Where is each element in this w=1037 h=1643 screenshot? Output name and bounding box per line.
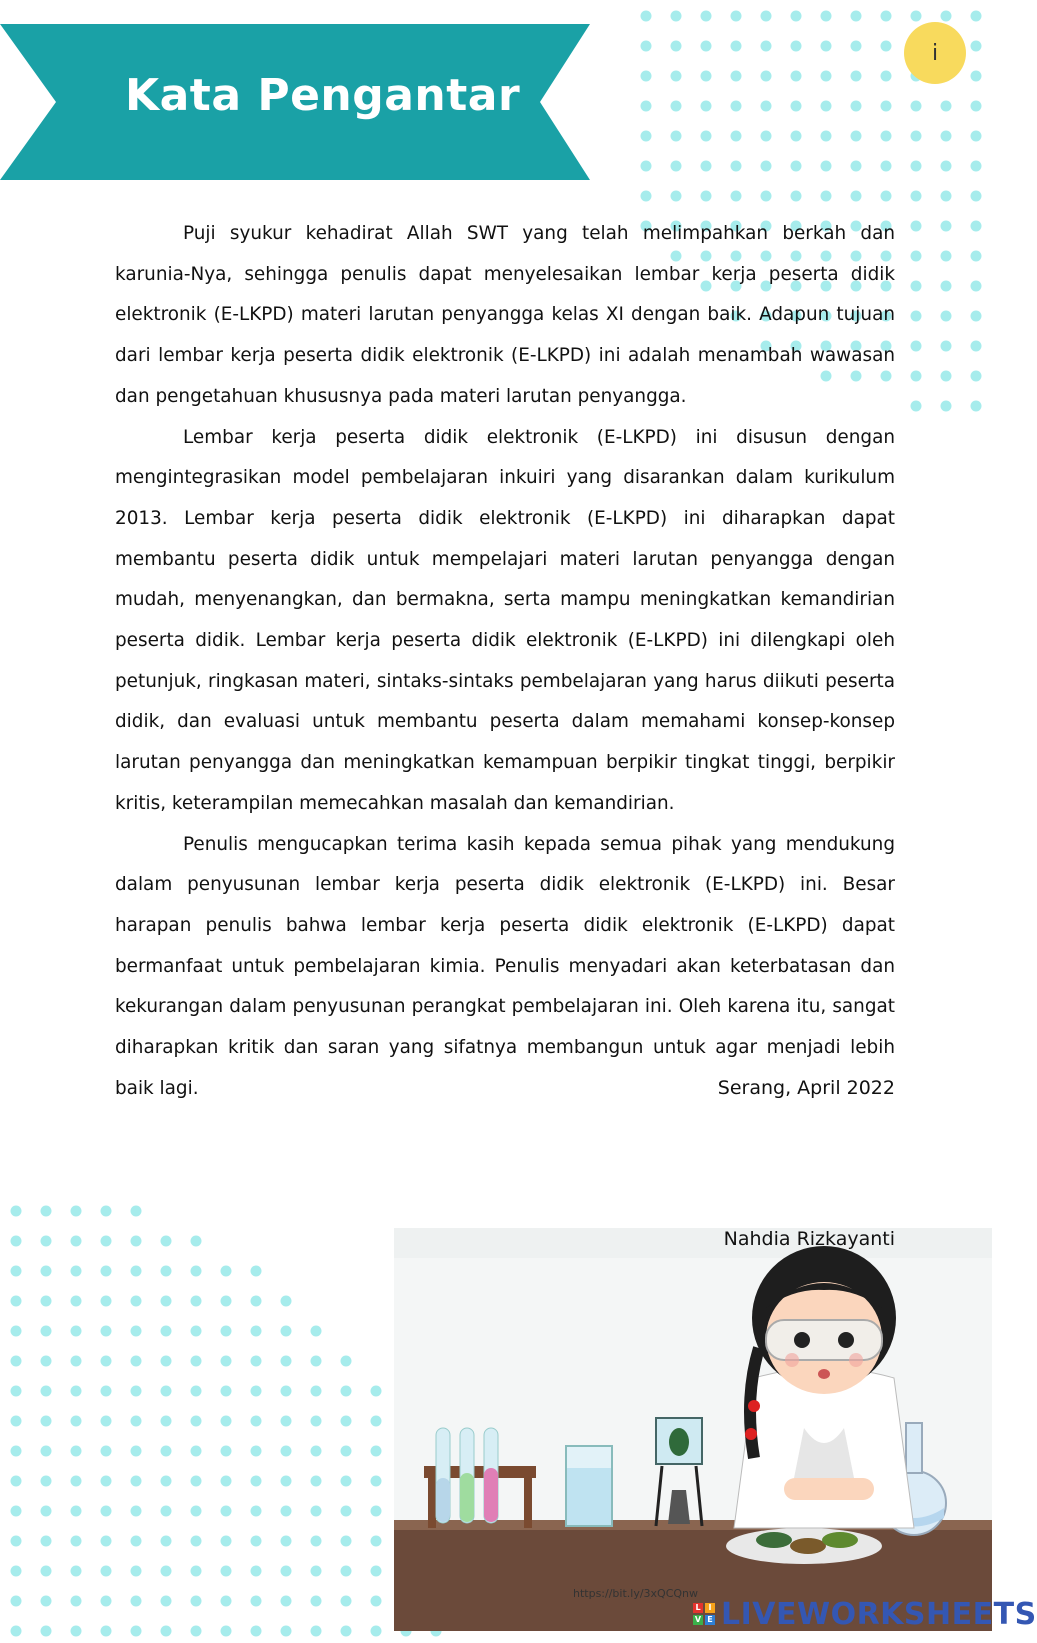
decorative-dot [671, 191, 682, 202]
decorative-dot [971, 311, 982, 322]
decorative-dot [101, 1326, 112, 1337]
decorative-dot [251, 1266, 262, 1277]
decorative-dot [761, 131, 772, 142]
liveworksheets-logo-squares [693, 1603, 715, 1625]
decorative-dot [701, 41, 712, 52]
decorative-dot [971, 371, 982, 382]
decorative-dot [191, 1536, 202, 1547]
decorative-dot [941, 251, 952, 262]
decorative-dot [131, 1326, 142, 1337]
logo-square-e: E [705, 1615, 715, 1625]
decorative-dot [251, 1536, 262, 1547]
decorative-dot [251, 1566, 262, 1577]
decorative-dot [41, 1446, 52, 1457]
decorative-dot [851, 71, 862, 82]
decorative-dot [731, 41, 742, 52]
decorative-dot [11, 1596, 22, 1607]
decorative-dot [881, 131, 892, 142]
decorative-dot [131, 1476, 142, 1487]
decorative-dot [911, 101, 922, 112]
decorative-dot [971, 101, 982, 112]
decorative-dot [311, 1536, 322, 1547]
decorative-dot [641, 71, 652, 82]
decorative-dot [791, 161, 802, 172]
decorative-dot [221, 1326, 232, 1337]
decorative-dot [101, 1416, 112, 1427]
decorative-dot [311, 1416, 322, 1427]
decorative-dot [281, 1536, 292, 1547]
decorative-dot [821, 11, 832, 22]
decorative-dot [101, 1476, 112, 1487]
decorative-dot [161, 1386, 172, 1397]
logo-square-v: V [694, 1615, 702, 1624]
decorative-dot [41, 1566, 52, 1577]
liveworksheets-logo [693, 1594, 1037, 1634]
decorative-dot [131, 1536, 142, 1547]
decorative-dot [191, 1566, 202, 1577]
decorative-dot [671, 11, 682, 22]
decorative-dot [731, 101, 742, 112]
decorative-dot [41, 1266, 52, 1277]
decorative-dot [941, 101, 952, 112]
decorative-dot [221, 1596, 232, 1607]
decorative-dot [341, 1536, 352, 1547]
decorative-dot [971, 191, 982, 202]
decorative-dot [311, 1596, 322, 1607]
decorative-dot [11, 1296, 22, 1307]
decorative-dot [191, 1476, 202, 1487]
decorative-dot [941, 281, 952, 292]
decorative-dot [161, 1356, 172, 1367]
decorative-dot [341, 1446, 352, 1457]
scientist-illustration [394, 1228, 992, 1631]
decorative-dot [41, 1416, 52, 1427]
decorative-dot [281, 1356, 292, 1367]
decorative-dot [851, 131, 862, 142]
decorative-dot [221, 1506, 232, 1517]
decorative-dot [371, 1476, 382, 1487]
decorative-dot [41, 1476, 52, 1487]
decorative-dot [371, 1416, 382, 1427]
decorative-dot [11, 1386, 22, 1397]
decorative-dot [821, 161, 832, 172]
decorative-dot [791, 41, 802, 52]
decorative-dot [821, 41, 832, 52]
decorative-dot [71, 1596, 82, 1607]
decorative-dot [131, 1266, 142, 1277]
decorative-dot [971, 71, 982, 82]
foreword-body [115, 214, 895, 1109]
decorative-dot [791, 131, 802, 142]
decorative-dot [11, 1506, 22, 1517]
decorative-dot [191, 1626, 202, 1637]
decorative-dot [131, 1446, 142, 1457]
logo-square-l: L [693, 1603, 703, 1613]
decorative-dot [11, 1206, 22, 1217]
decorative-dot [671, 131, 682, 142]
decorative-dot [941, 371, 952, 382]
decorative-dot [161, 1236, 172, 1247]
decorative-dot [971, 341, 982, 352]
decorative-dot [131, 1626, 142, 1637]
page-title: Kata Pengantar [125, 70, 521, 121]
decorative-dot [71, 1536, 82, 1547]
decorative-dot [341, 1566, 352, 1577]
decorative-dot [911, 131, 922, 142]
decorative-dot [221, 1386, 232, 1397]
decorative-dot [41, 1206, 52, 1217]
decorative-dot [71, 1506, 82, 1517]
decorative-dot [281, 1446, 292, 1457]
decorative-dot [221, 1296, 232, 1307]
page-number-badge [904, 22, 966, 84]
decorative-dot [341, 1476, 352, 1487]
decorative-dot [11, 1266, 22, 1277]
decorative-dot [221, 1536, 232, 1547]
decorative-dot [281, 1326, 292, 1337]
decorative-dot [251, 1416, 262, 1427]
decorative-dot [71, 1296, 82, 1307]
decorative-dot [221, 1446, 232, 1457]
decorative-dot [11, 1446, 22, 1457]
decorative-dot [41, 1536, 52, 1547]
decorative-dot [281, 1476, 292, 1487]
decorative-dot [851, 191, 862, 202]
decorative-dot [191, 1356, 202, 1367]
decorative-dot [341, 1386, 352, 1397]
decorative-dot [761, 191, 772, 202]
decorative-dot [821, 71, 832, 82]
decorative-dot [371, 1446, 382, 1457]
decorative-dot [191, 1506, 202, 1517]
decorative-dot [671, 41, 682, 52]
decorative-dot [131, 1386, 142, 1397]
decorative-dot [101, 1266, 112, 1277]
decorative-dot [71, 1446, 82, 1457]
decorative-dot [311, 1566, 322, 1577]
liveworksheets-logo-text: LIVEWORKSHEETS [721, 1596, 1037, 1632]
decorative-dot [251, 1356, 262, 1367]
decorative-dot [131, 1566, 142, 1577]
decorative-dot [791, 11, 802, 22]
decorative-dot [971, 221, 982, 232]
decorative-dot [71, 1566, 82, 1577]
decorative-dot [131, 1506, 142, 1517]
decorative-dot [971, 251, 982, 262]
decorative-dot [221, 1356, 232, 1367]
decorative-dot [701, 11, 712, 22]
decorative-dot [161, 1446, 172, 1457]
decorative-dot [911, 161, 922, 172]
decorative-dot [761, 11, 772, 22]
decorative-dot [731, 191, 742, 202]
decorative-dot [311, 1326, 322, 1337]
decorative-dot [791, 101, 802, 112]
decorative-dot [731, 71, 742, 82]
decorative-dot [161, 1626, 172, 1637]
decorative-dot [701, 101, 712, 112]
decorative-dot [671, 71, 682, 82]
decorative-dot [251, 1596, 262, 1607]
decorative-dot [371, 1566, 382, 1577]
decorative-dot [971, 11, 982, 22]
decorative-dot [71, 1236, 82, 1247]
decorative-dot [311, 1626, 322, 1637]
decorative-dot [191, 1596, 202, 1607]
decorative-dot [131, 1596, 142, 1607]
decorative-dot [11, 1536, 22, 1547]
decorative-dot [131, 1236, 142, 1247]
decorative-dot [371, 1506, 382, 1517]
decorative-dot [881, 71, 892, 82]
decorative-dot [911, 11, 922, 22]
decorative-dot [221, 1476, 232, 1487]
decorative-dot [251, 1326, 262, 1337]
decorative-dot [371, 1596, 382, 1607]
decorative-dot [101, 1596, 112, 1607]
decorative-dot [761, 71, 772, 82]
decorative-dot [941, 401, 952, 412]
decorative-dot [281, 1596, 292, 1607]
decorative-dot [221, 1626, 232, 1637]
decorative-dot [71, 1266, 82, 1277]
decorative-dot [851, 41, 862, 52]
decorative-dot [911, 191, 922, 202]
decorative-dot [341, 1506, 352, 1517]
decorative-dot [221, 1416, 232, 1427]
decorative-dot [941, 341, 952, 352]
page-number: i [931, 40, 939, 66]
decorative-dot [251, 1626, 262, 1637]
decorative-dot [821, 191, 832, 202]
decorative-dot [41, 1386, 52, 1397]
decorative-dot [71, 1476, 82, 1487]
decorative-dot [911, 281, 922, 292]
decorative-dot [731, 131, 742, 142]
decorative-dot [191, 1236, 202, 1247]
decorative-dot [701, 131, 712, 142]
decorative-dot [911, 221, 922, 232]
decorative-dot [641, 101, 652, 112]
decorative-dot [281, 1416, 292, 1427]
decorative-dot [341, 1356, 352, 1367]
decorative-dot [941, 311, 952, 322]
decorative-dot [851, 11, 862, 22]
decorative-dot [281, 1386, 292, 1397]
decorative-dot [791, 71, 802, 82]
decorative-dot [701, 71, 712, 82]
decorative-dot [851, 161, 862, 172]
decorative-dot [71, 1206, 82, 1217]
decorative-dot [941, 131, 952, 142]
decorative-dot [71, 1386, 82, 1397]
decorative-dot [161, 1326, 172, 1337]
decorative-dot [11, 1476, 22, 1487]
decorative-dot [851, 101, 862, 112]
decorative-dot [671, 101, 682, 112]
decorative-dot [101, 1206, 112, 1217]
decorative-dot [101, 1506, 112, 1517]
decorative-dot [971, 281, 982, 292]
decorative-dot [311, 1506, 322, 1517]
decorative-dot [251, 1476, 262, 1487]
decorative-dot [41, 1596, 52, 1607]
decorative-dot [311, 1476, 322, 1487]
paragraph: Penulis mengucapkan terima kasih kepada semua pihak yang mendukung dalam penyusunan lembar kerja peserta didik elektronik (E-LKPD) ini. Besar harapan penulis bahwa lembar kerja peserta didik elektronik (E-LKPD) dapat bermanfaat untuk pembelajaran kimia. Penulis menyadari akan keterbatasan dan kekurangan dalam penyusunan perangkat pembelajaran ini. Oleh karena itu, sangat diharapkan kritik dan saran yang sifatnya membangun untuk agar menjadi lebih baik lagi. [115, 833, 895, 1099]
decorative-dot [701, 161, 712, 172]
decorative-dot [971, 161, 982, 172]
decorative-dot [101, 1356, 112, 1367]
decorative-dot [281, 1566, 292, 1577]
decorative-dot [221, 1566, 232, 1577]
decorative-dot [791, 191, 802, 202]
decorative-dot [161, 1536, 172, 1547]
decorative-dot [311, 1386, 322, 1397]
decorative-dot [911, 311, 922, 322]
decorative-dot [221, 1266, 232, 1277]
decorative-dot [371, 1626, 382, 1637]
decorative-dot [731, 11, 742, 22]
decorative-dot [41, 1506, 52, 1517]
decorative-dot [881, 161, 892, 172]
decorative-dot [971, 401, 982, 412]
decorative-dot [911, 251, 922, 262]
decorative-dot [41, 1356, 52, 1367]
decorative-dot [161, 1596, 172, 1607]
decorative-dot [341, 1416, 352, 1427]
place-date: Serang, April 2022 [717, 1077, 895, 1099]
paragraph: Puji syukur kehadirat Allah SWT yang telah melimpahkan berkah dan karunia-Nya, sehingga penulis dapat menyelesaikan lembar kerja peserta didik elektronik (E-LKPD) materi larutan penyangga kelas XI dengan baik. Adapun tujuan dari lembar kerja peserta didik elektronik (E-LKPD) ini adalah menambah wawasan dan pengetahuan khususnya pada materi larutan penyangga. [115, 223, 895, 407]
decorative-dot [101, 1296, 112, 1307]
source-url[interactable]: https://bit.ly/3xQCQnw [573, 1587, 699, 1600]
decorative-dot [881, 11, 892, 22]
decorative-dot [191, 1296, 202, 1307]
decorative-dot [131, 1206, 142, 1217]
decorative-dot [971, 131, 982, 142]
decorative-dot [191, 1326, 202, 1337]
decorative-dot [71, 1626, 82, 1637]
decorative-dot [191, 1386, 202, 1397]
decorative-dot [341, 1626, 352, 1637]
decorative-dot [161, 1266, 172, 1277]
decorative-dot [911, 401, 922, 412]
decorative-dot [641, 41, 652, 52]
decorative-dot [71, 1326, 82, 1337]
decorative-dot [941, 161, 952, 172]
decorative-dot [881, 191, 892, 202]
decorative-dot [821, 101, 832, 112]
decorative-dot [11, 1356, 22, 1367]
decorative-dot [41, 1236, 52, 1247]
decorative-dot [881, 101, 892, 112]
decorative-dot [671, 161, 682, 172]
decorative-dot [641, 161, 652, 172]
paragraph: Lembar kerja peserta didik elektronik (E-LKPD) ini disusun dengan mengintegrasikan model pembelajaran inkuiri yang disarankan dalam kurikulum 2013. Lembar kerja peserta didik elektronik (E-LKPD) ini diharapkan dapat membantu peserta didik untuk mempelajari materi larutan penyangga dengan mudah, menyenangkan, dan bermakna, serta mampu meningkatkan kemandirian peserta didik. Lembar kerja peserta didik elektronik (E-LKPD) ini dilengkapi oleh petunjuk, ringkasan materi, sintaks-sintaks pembelajaran yang harus diikuti peserta didik, dan evaluasi untuk membantu peserta dalam memahami konsep-konsep larutan penyangga dan meningkatkan kemampuan berpikir tingkat tinggi, berpikir kritis, keterampilan memecahkan masalah dan kemandirian. [115, 426, 895, 814]
decorative-dot [11, 1566, 22, 1577]
decorative-dot [71, 1416, 82, 1427]
decorative-dot [11, 1416, 22, 1427]
decorative-dot [911, 341, 922, 352]
logo-square-i: I [705, 1603, 715, 1613]
decorative-dot [11, 1326, 22, 1337]
decorative-dot [41, 1626, 52, 1637]
decorative-dot [281, 1626, 292, 1637]
decorative-dot [941, 221, 952, 232]
decorative-dot [761, 41, 772, 52]
decorative-dot [971, 41, 982, 52]
decorative-dot [161, 1506, 172, 1517]
decorative-dot [191, 1446, 202, 1457]
decorative-dot [881, 41, 892, 52]
decorative-dot [641, 191, 652, 202]
decorative-dot [161, 1296, 172, 1307]
decorative-dot [731, 161, 742, 172]
decorative-dot [641, 131, 652, 142]
decorative-dot [761, 161, 772, 172]
decorative-dot [41, 1296, 52, 1307]
decorative-dot [371, 1386, 382, 1397]
decorative-dot [101, 1626, 112, 1637]
decorative-dot [191, 1266, 202, 1277]
decorative-dot [41, 1326, 52, 1337]
decorative-dot [941, 11, 952, 22]
decorative-dot [101, 1446, 112, 1457]
author-signature: Nahdia Rizkayanti [723, 1228, 895, 1250]
decorative-dot [941, 191, 952, 202]
decorative-dot [101, 1536, 112, 1547]
decorative-dot [161, 1566, 172, 1577]
decorative-dot [101, 1386, 112, 1397]
decorative-dot [131, 1416, 142, 1427]
decorative-dot [131, 1356, 142, 1367]
decorative-dot [11, 1236, 22, 1247]
decorative-dot [641, 11, 652, 22]
decorative-dot [161, 1416, 172, 1427]
decorative-dot [251, 1386, 262, 1397]
decorative-dot [761, 101, 772, 112]
decorative-dot [281, 1506, 292, 1517]
decorative-dot [101, 1236, 112, 1247]
decorative-dot [11, 1626, 22, 1637]
decorative-dot [311, 1356, 322, 1367]
decorative-dot [341, 1596, 352, 1607]
decorative-dot [191, 1416, 202, 1427]
decorative-dot [161, 1476, 172, 1487]
decorative-dot [311, 1446, 322, 1457]
decorative-dot [701, 191, 712, 202]
decorative-dot [131, 1296, 142, 1307]
decorative-dot [251, 1296, 262, 1307]
decorative-dot [251, 1446, 262, 1457]
decorative-dot [821, 131, 832, 142]
decorative-dot [911, 371, 922, 382]
decorative-dot [281, 1296, 292, 1307]
decorative-dot [371, 1536, 382, 1547]
decorative-dot [251, 1506, 262, 1517]
decorative-dot [71, 1356, 82, 1367]
decorative-dot [101, 1566, 112, 1577]
